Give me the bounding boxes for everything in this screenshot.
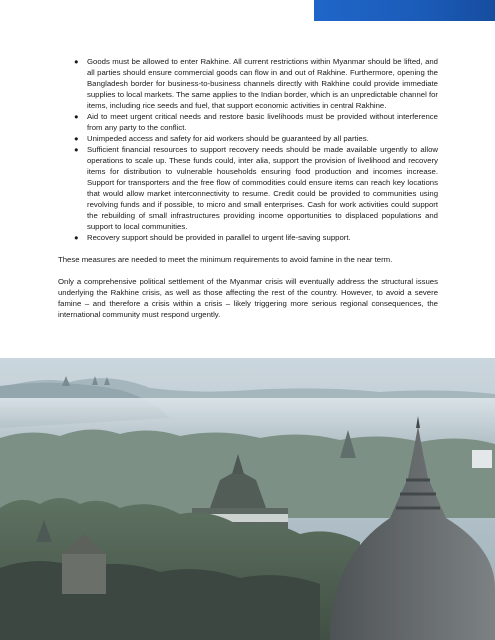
list-item-text: Sufficient financial resources to support recovery needs should be made available urgently to allow operations to scale up. These funds could, inter alia, support the provision of livelihood and recovery items for distribution to vulnerable households ensuring food production and incomes increase. Support for transporters and the free flow of commodities could ensure items can reach key locations that would allow market interconnectivity to resume. Credit could be provided to communities using revolving funds and if possible, to micro and small enterprises. Cash for work activities could support the rebuilding of small infrastructures providing income opportunities to displaced populations and support to local communities. (87, 145, 438, 231)
bullet-icon: ● (74, 112, 79, 121)
list-item (58, 144, 438, 232)
list-item-text: Goods must be allowed to enter Rakhine. All current restrictions within Myanmar should be lifted, and all parties should ensure commercial goods can flow in and out of Rakhine. Furthermore, opening the Bangladesh border for business-to-business channels directly with Rakhine could provide immediate supplies to local markets. The same applies to the Indian border, which is an unpredictable channel for items, including rice seeds and fuel, that support economic activities in central Rakhine. (87, 57, 438, 110)
bullet-icon: ● (74, 145, 79, 154)
stupa-landscape-image (0, 358, 495, 640)
list-item (58, 232, 438, 243)
document-body (58, 56, 438, 320)
paragraph-minimum-requirements: These measures are needed to meet the minimum requirements to avoid famine in the near term. (58, 255, 393, 264)
bullet-icon: ● (74, 134, 79, 143)
list-item (58, 56, 438, 111)
haze (0, 358, 495, 640)
bullet-icon: ● (74, 233, 79, 242)
paragraph-political-settlement: Only a comprehensive political settlement of the Myanmar crisis will eventually address the structural issues underlying the Rakhine crisis, as well as those affecting the rest of the country. However, to avoid a severe famine – and therefore a crisis within a crisis – likely triggering more serious regional consequences, the international community must respond urgently. (58, 277, 438, 319)
landscape-photo (0, 358, 495, 640)
recommendations-list (58, 56, 438, 243)
header-accent-bar (314, 0, 495, 21)
list-item-text: Unimpeded access and safety for aid workers should be guaranteed by all parties. (87, 134, 369, 143)
list-item-text: Recovery support should be provided in parallel to urgent life-saving support. (87, 233, 351, 242)
list-item-text: Aid to meet urgent critical needs and restore basic livelihoods must be provided without interference from any party to the conflict. (87, 112, 438, 132)
bullet-icon: ● (74, 57, 79, 66)
list-item (58, 111, 438, 133)
list-item (58, 133, 438, 144)
